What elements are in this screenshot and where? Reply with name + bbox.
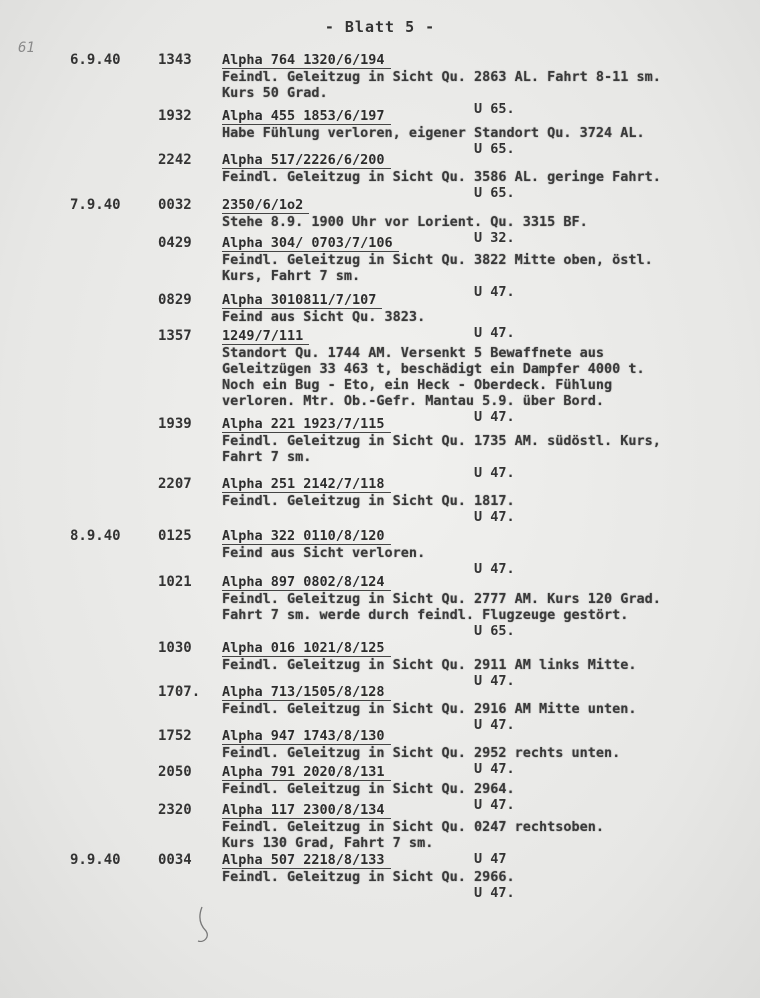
- entry-text-line: Kurs 130 Grad, Fahrt 7 sm.: [222, 835, 434, 851]
- entry-time: 1932: [158, 108, 192, 124]
- entry-reference: 1249/7/111: [222, 328, 309, 345]
- entry-text-line: Feindl. Geleitzug in Sicht Qu. 0247 rechtsoben.: [222, 819, 605, 835]
- entry-reference: Alpha 455 1853/6/197: [222, 108, 391, 125]
- entry-text-line: Feindl. Geleitzug in Sicht Qu. 2952 rechts unten.: [222, 745, 621, 761]
- entry-sender: U 47: [474, 851, 507, 867]
- entry-text-line: Feind aus Sicht verloren.: [222, 545, 426, 561]
- entry-time: 2242: [158, 152, 192, 168]
- entry-time: 1343: [158, 52, 192, 68]
- entry-sender: U 47.: [474, 509, 515, 525]
- entry-date: 9.9.40: [70, 852, 121, 868]
- entry-date: 7.9.40: [70, 197, 121, 213]
- entry-reference: Alpha 897 0802/8/124: [222, 574, 391, 591]
- entry-date: 8.9.40: [70, 528, 121, 544]
- entry-sender: U 47.: [474, 325, 515, 341]
- entry-body: [222, 640, 742, 689]
- entry-reference: Alpha 713/1505/8/128: [222, 684, 391, 701]
- entry-body: [222, 852, 742, 901]
- entry-text-line: Feindl. Geleitzug in Sicht Qu. 2777 AM. Kurs 120 Grad.: [222, 591, 661, 607]
- entry-time: 2207: [158, 476, 192, 492]
- entry-reference: Alpha 791 2020/8/131: [222, 764, 391, 781]
- entry-sender: U 47.: [474, 797, 515, 813]
- entry-body: [222, 152, 742, 201]
- entry-time: 0032: [158, 197, 192, 213]
- entry-text-line: verloren. Mtr. Ob.-Gefr. Mantau 5.9. über Bord.: [222, 393, 605, 409]
- entry-time: 1707.: [158, 684, 201, 700]
- entry-text-line: Kurs, Fahrt 7 sm.: [222, 268, 361, 284]
- entry-date: 6.9.40: [70, 52, 121, 68]
- entry-sender: U 47.: [474, 885, 515, 901]
- entry-time: 1357: [158, 328, 192, 344]
- entry-sender: U 32.: [474, 230, 515, 246]
- entry-reference: Alpha 764 1320/6/194: [222, 52, 391, 69]
- entry-sender: U 65.: [474, 185, 515, 201]
- entry-text-line: Feindl. Geleitzug in Sicht Qu. 2911 AM links Mitte.: [222, 657, 637, 673]
- entry-reference: Alpha 947 1743/8/130: [222, 728, 391, 745]
- entry-body: [222, 528, 742, 577]
- entry-time: 0034: [158, 852, 192, 868]
- entry-sender: U 47.: [474, 717, 515, 733]
- margin-handwritten-mark: 61: [18, 40, 35, 56]
- entry-text-line: Geleitzügen 33 463 t, beschädigt ein Dampfer 4000 t.: [222, 361, 645, 377]
- entry-text-line: Fahrt 7 sm.: [222, 449, 312, 465]
- entry-sender: U 65.: [474, 141, 515, 157]
- entry-text-line: Feindl. Geleitzug in Sicht Qu. 2964.: [222, 781, 515, 797]
- entry-text-line: Feindl. Geleitzug in Sicht Qu. 3822 Mitte oben, östl.: [222, 252, 653, 268]
- entry-time: 1021: [158, 574, 192, 590]
- entry-text-line: Feindl. Geleitzug in Sicht Qu. 2966.: [222, 869, 515, 885]
- entry-text-line: Standort Qu. 1744 AM. Versenkt 5 Bewaffnete aus: [222, 345, 605, 361]
- entry-body: [222, 476, 742, 525]
- entry-text-line: Feindl. Geleitzug in Sicht Qu. 3586 AL. geringe Fahrt.: [222, 169, 661, 185]
- entry-body: [222, 416, 742, 481]
- entry-sender: U 47.: [474, 465, 515, 481]
- entry-body: [222, 328, 742, 425]
- entry-sender: U 65.: [474, 623, 515, 639]
- entry-body: [222, 574, 742, 639]
- entry-text-line: Stehe 8.9. 1900 Uhr vor Lorient. Qu. 3315 BF.: [222, 214, 588, 230]
- entry-text-line: Feindl. Geleitzug in Sicht Qu. 2863 AL. Fahrt 8-11 sm.: [222, 69, 661, 85]
- entry-sender: U 47.: [474, 673, 515, 689]
- entry-reference: Alpha 251 2142/7/118: [222, 476, 391, 493]
- entry-reference: Alpha 117 2300/8/134: [222, 802, 391, 819]
- entry-reference: 2350/6/1o2: [222, 197, 309, 214]
- entry-reference: Alpha 322 0110/8/120: [222, 528, 391, 545]
- entry-time: 0429: [158, 235, 192, 251]
- entry-time: 1752: [158, 728, 192, 744]
- entry-text-line: Kurs 50 Grad.: [222, 85, 328, 101]
- entry-sender: U 47.: [474, 761, 515, 777]
- entry-text-line: Feindl. Geleitzug in Sicht Qu. 2916 AM Mitte unten.: [222, 701, 637, 717]
- entry-time: 0829: [158, 292, 192, 308]
- entry-text-line: Feindl. Geleitzug in Sicht Qu. 1735 AM. südöstl. Kurs,: [222, 433, 661, 449]
- entry-text-line: Feind aus Sicht Qu. 3823.: [222, 309, 426, 325]
- pencil-stroke-mark: [196, 905, 214, 945]
- entry-text-line: Noch ein Bug - Eto, ein Heck - Oberdeck. Fühlung: [222, 377, 613, 393]
- entry-time: 2050: [158, 764, 192, 780]
- entry-time: 2320: [158, 802, 192, 818]
- entry-reference: Alpha 517/2226/6/200: [222, 152, 391, 169]
- entry-reference: Alpha 3010811/7/107: [222, 292, 382, 309]
- entry-body: [222, 108, 742, 157]
- entry-reference: Alpha 221 1923/7/115: [222, 416, 391, 433]
- entry-reference: Alpha 016 1021/8/125: [222, 640, 391, 657]
- entry-reference: Alpha 507 2218/8/133: [222, 852, 391, 869]
- entry-reference: Alpha 304/ 0703/7/106: [222, 235, 399, 252]
- entry-time: 1030: [158, 640, 192, 656]
- entry-body: [222, 235, 742, 300]
- page-header: - Blatt 5 -: [324, 18, 436, 36]
- entry-sender: U 47.: [474, 561, 515, 577]
- entry-text-line: Fahrt 7 sm. werde durch feindl. Flugzeuge gestört.: [222, 607, 629, 623]
- entry-sender: U 47.: [474, 409, 515, 425]
- entry-body: [222, 684, 742, 733]
- entry-time: 0125: [158, 528, 192, 544]
- entry-time: 1939: [158, 416, 192, 432]
- entry-sender: U 47.: [474, 284, 515, 300]
- entry-sender: U 65.: [474, 101, 515, 117]
- entry-text-line: Habe Fühlung verloren, eigener Standort Qu. 3724 AL.: [222, 125, 645, 141]
- entry-text-line: Feindl. Geleitzug in Sicht Qu. 1817.: [222, 493, 515, 509]
